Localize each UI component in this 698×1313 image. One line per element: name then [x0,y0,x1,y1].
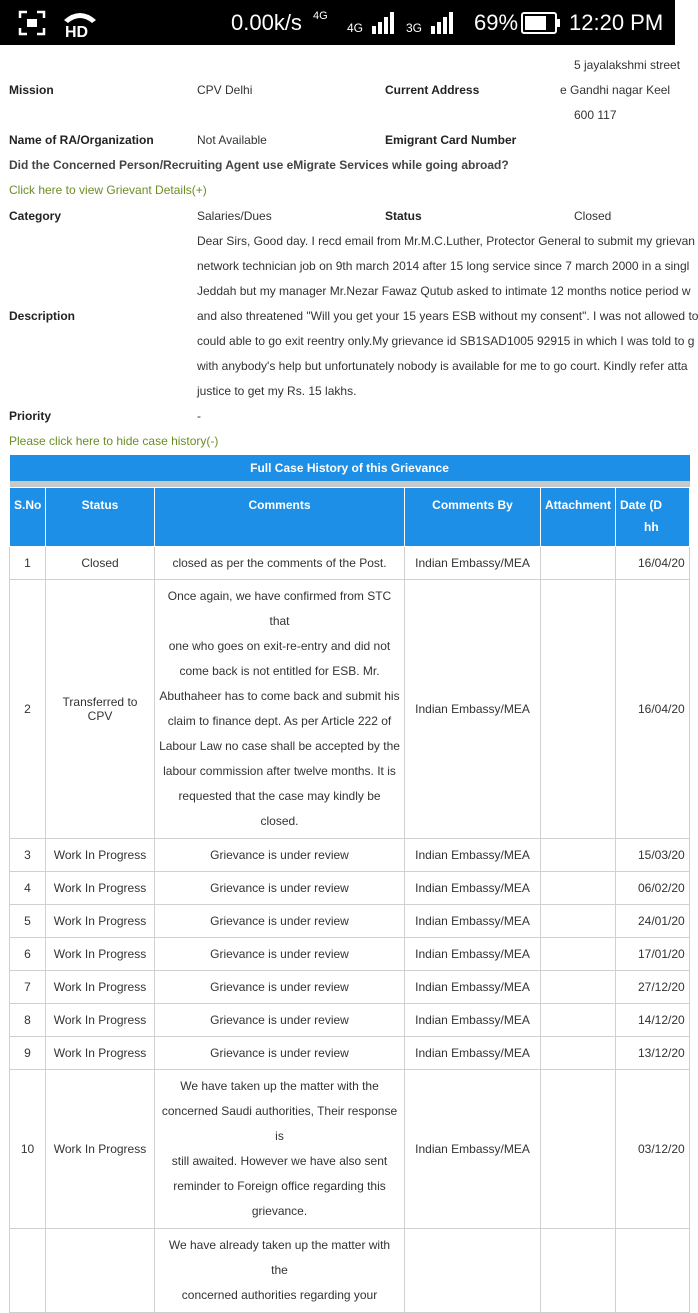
column-header-attachment: Attachment [541,488,616,547]
cell-sno: 9 [10,1037,46,1070]
hide-case-history-link[interactable]: Please click here to hide case history(-) [9,434,219,448]
cell-status: Work In Progress [46,971,155,1004]
cell-attachment [541,905,616,938]
cell-attachment [541,1037,616,1070]
cell-comments-by: Indian Embassy/MEA [405,1037,541,1070]
cell-attachment [541,547,616,580]
description-line: with anybody's help but unfortunately nobody is available for me to go court. Kindly refer atta [197,359,688,373]
cell-sno: 3 [10,839,46,872]
case-history-table [9,455,690,1313]
emigrate-question: Did the Concerned Person/Recruiting Agent use eMigrate Services while going abroad? [9,158,509,172]
cell-comment: Grievance is under review [155,971,405,1004]
cell-comments-by: Indian Embassy/MEA [405,1004,541,1037]
comment-line: We have taken up the matter with the [180,1079,379,1093]
cell-comments-by: Indian Embassy/MEA [405,580,541,839]
description-line: could able to go exit reentry only.My grievance id SB1SAD1005 92915 in which I was told to g [197,334,695,348]
description-line: Jeddah but my manager Mr.Nezar Fawaz Qutub asked to intimate 12 months notice period w [197,284,691,298]
column-header-date-label: Date (D [620,498,663,512]
cell-status: Work In Progress [46,1004,155,1037]
mission-label: Mission [9,83,54,97]
table-row [10,872,690,905]
cell-status: Work In Progress [46,872,155,905]
data-type-indicator: 4G [313,10,328,22]
cell-attachment [541,938,616,971]
cell-date: 13/12/20 [616,1037,690,1070]
battery-percent: 69% [474,10,519,35]
cell-date: 03/12/20 [616,1070,690,1229]
cell-comments-by [405,1229,541,1313]
comment-line: concerned authorities regarding your [181,1288,378,1302]
cell-date: 06/02/20 [616,872,690,905]
cell-comment: Grievance is under review [155,905,405,938]
column-header-date [616,488,690,547]
comment-line: still awaited. However we have also sent [171,1154,388,1168]
view-grievant-details-link[interactable]: Click here to view Grievant Details(+) [9,183,207,197]
table-row [10,839,690,872]
table-row [10,547,690,580]
cell-status [46,1229,155,1313]
cell-date: 17/01/20 [616,938,690,971]
priority-label: Priority [9,409,52,423]
signal-strength-icon [431,12,453,34]
table-row [10,1037,690,1070]
cell-sno: 7 [10,971,46,1004]
cell-date: 27/12/20 [616,971,690,1004]
comment-line: reminder to Foreign office regarding this [173,1179,386,1193]
comment-line: requested that the case may kindly be closed. [178,789,381,828]
grievance-details [0,45,698,1302]
case-history-body [10,547,690,1313]
cell-date: 15/03/20 [616,839,690,872]
comment-line: grievance. [251,1204,308,1218]
column-header-comments: Comments [155,488,405,547]
column-header-sno: S.No [10,488,46,547]
cell-sno: 10 [10,1070,46,1229]
clock: 12:20 PM [569,10,664,35]
cell-comment: Grievance is under review [155,872,405,905]
table-row [10,1004,690,1037]
cell-sno: 4 [10,872,46,905]
description-label: Description [9,309,76,323]
signal-strength-icon [372,12,394,34]
table-row [10,1229,690,1313]
svg-text:HD: HD [65,24,89,41]
category-value: Salaries/Dues [197,209,272,223]
cell-comments-by: Indian Embassy/MEA [405,971,541,1004]
network-type-1: 4G [347,21,364,35]
cell-comments-by: Indian Embassy/MEA [405,938,541,971]
description-line: and also threatened "Will you get your 15 years ESB without my consent". I was not allowed to [197,309,698,323]
case-history-title: Full Case History of this Grievance [10,455,690,481]
cell-comment: Grievance is under review [155,1037,405,1070]
description-line: network technician job on 9th march 2014 after 15 long service since 7 march 2000 in a singl [197,259,690,273]
table-row [10,938,690,971]
cell-sno: 8 [10,1004,46,1037]
cell-attachment [541,1229,616,1313]
cell-date: 24/01/20 [616,905,690,938]
table-row [10,905,690,938]
table-row [10,580,690,839]
mission-value: CPV Delhi [197,83,253,97]
cell-comment: Grievance is under review [155,839,405,872]
table-row [10,1070,690,1229]
column-header-comments-by: Comments By [405,488,541,547]
category-label: Category [9,209,62,223]
cell-attachment [541,839,616,872]
cell-comment: Grievance is under review [155,938,405,971]
comment-line: We have already taken up the matter with the [168,1238,391,1277]
cell-status: Transferred to CPV [46,580,155,839]
battery-icon [521,12,561,34]
hd-call-icon [60,8,100,41]
cell-sno: 5 [10,905,46,938]
cell-attachment [541,872,616,905]
cell-sno [10,1229,46,1313]
status-bar [0,0,675,45]
cell-comments-by: Indian Embassy/MEA [405,1070,541,1229]
cell-comments-by: Indian Embassy/MEA [405,839,541,872]
comment-line: come back is not entitled for ESB. Mr. [179,664,380,678]
address-line-2: e Gandhi nagar Keel [560,83,671,97]
comment-line: concerned Saudi authorities, Their response is [161,1104,398,1143]
cell-sno: 6 [10,938,46,971]
cell-attachment [541,1070,616,1229]
cell-status: Work In Progress [46,905,155,938]
column-header-date-format: hh [644,520,659,534]
cell-date [616,1229,690,1313]
column-header-status: Status [46,488,155,547]
screenshot-icon [18,10,46,36]
comment-line: Labour Law no case shall be accepted by the [159,739,400,753]
cell-status: Work In Progress [46,938,155,971]
cell-comments-by: Indian Embassy/MEA [405,547,541,580]
cell-attachment [541,971,616,1004]
cell-comments-by: Indian Embassy/MEA [405,905,541,938]
table-row [10,971,690,1004]
network-speed: 0.00k/s [231,10,302,35]
cell-comments-by: Indian Embassy/MEA [405,872,541,905]
cell-comment [155,580,405,839]
status-label: Status [385,209,422,223]
description-line: Dear Sirs, Good day. I recd email from Mr.M.C.Luther, Protector General to submit my grievan [197,234,695,248]
emigrant-card-label: Emigrant Card Number [385,133,517,147]
comment-line: labour commission after twelve months. It is [163,764,396,778]
current-address-label: Current Address [385,83,480,97]
cell-comment [155,1070,405,1229]
ra-value: Not Available [197,133,267,147]
status-value: Closed [574,209,612,223]
comment-line: Abuthaheer has to come back and submit his [159,689,400,703]
cell-comment: Grievance is under review [155,1004,405,1037]
cell-date: 16/04/20 [616,547,690,580]
priority-value: - [197,409,201,423]
cell-status: Work In Progress [46,1037,155,1070]
cell-date: 14/12/20 [616,1004,690,1037]
cell-status: Work In Progress [46,1070,155,1229]
cell-attachment [541,580,616,839]
address-line-3: 600 117 [574,108,617,122]
cell-status: Work In Progress [46,839,155,872]
cell-sno: 1 [10,547,46,580]
network-type-2: 3G [406,21,423,35]
cell-attachment [541,1004,616,1037]
cell-sno: 2 [10,580,46,839]
cell-status: Closed [46,547,155,580]
comment-line: one who goes on exit-re-entry and did not [168,639,391,653]
cell-date: 16/04/20 [616,580,690,839]
description-line: justice to get my Rs. 15 lakhs. [197,384,357,398]
address-line-1: 5 jayalakshmi street [574,58,681,72]
comment-line: claim to finance dept. As per Article 222 of [167,714,392,728]
comment-line: Once again, we have confirmed from STC that [167,589,392,628]
ra-label: Name of RA/Organization [9,133,154,147]
cell-comment: closed as per the comments of the Post. [155,547,405,580]
cell-comment [155,1229,405,1313]
